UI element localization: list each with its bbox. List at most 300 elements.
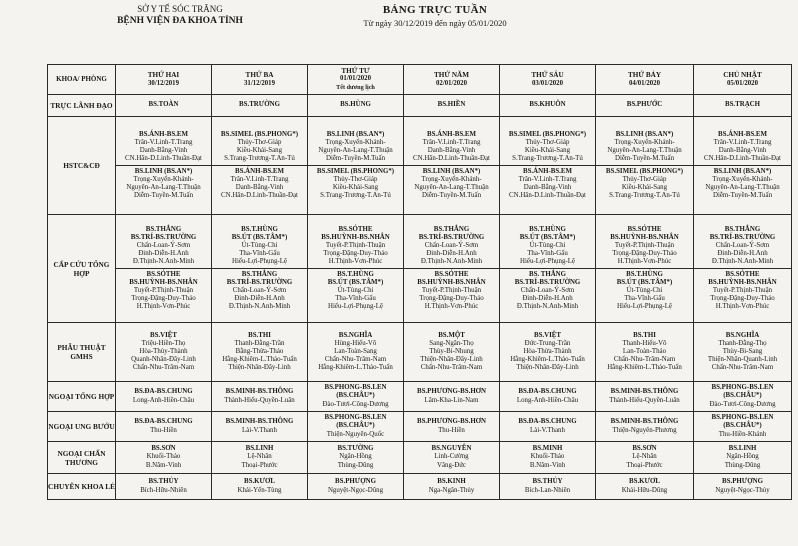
table-row <box>48 412 792 442</box>
staff-names: Trân-V.Linh-T.Trang <box>422 138 481 146</box>
doctor-names: BS.PHONG-BS.LEN <box>324 414 387 422</box>
shift-block <box>212 416 307 436</box>
staff-names: H.Thịnh-Vơn-Phúc <box>715 303 770 311</box>
dept-name: PHẪU THUẬT GMHS <box>48 323 116 382</box>
shift-block <box>500 99 595 111</box>
staff-names: Thanh-Đằng-Thọ <box>718 339 767 347</box>
doctor-names: BS.PHONG-BS.LEN <box>711 414 774 422</box>
staff-names: Trọng-Xuyến-Khánh- <box>325 138 386 146</box>
doctor-names: BS.HÙNG <box>340 101 371 109</box>
staff-names: Trọng-Xuyến-Khánh- <box>421 176 482 184</box>
duty-cell <box>500 323 596 382</box>
shift-block <box>694 165 791 202</box>
shift-block <box>308 330 403 374</box>
duty-cell <box>500 412 596 442</box>
staff-names: B.Năm-Vinh <box>529 461 566 469</box>
staff-names: H.Thịnh-Vơn-Phúc <box>617 257 672 265</box>
staff-names: Long-Anh-Hiền-Châu <box>132 396 195 404</box>
shift-block <box>116 224 211 268</box>
duty-cell <box>212 442 308 474</box>
staff-names: Út-Tùng-Chi <box>626 287 663 295</box>
day-date: 04/01/2020 <box>629 79 660 87</box>
duty-cell <box>212 215 308 323</box>
table-row <box>48 323 792 382</box>
staff-names: Thủy-Thơ-Giáp <box>333 176 378 184</box>
duty-cell <box>116 95 212 117</box>
duty-cell <box>694 117 792 215</box>
staff-names: Diễm-Tuyền-M.Tuấn <box>614 154 675 162</box>
doctor-names: BS.SIMEL (BS.PHONG*) <box>508 130 587 138</box>
duty-cell <box>212 117 308 215</box>
duty-cell <box>694 382 792 412</box>
shift-block <box>596 476 693 496</box>
staff-names: Đức-Trung-Trần <box>524 339 571 347</box>
doctor-names: BS.SÓTHE <box>725 271 760 278</box>
staff-names: Đào-Tươi-Công-Dương <box>709 400 776 408</box>
doctor-names: BS.ÚT (BS.TÂM*) <box>519 233 576 241</box>
duty-cell <box>116 117 212 215</box>
shift-block <box>308 476 403 496</box>
dept-column-header: KHOA/ PHÒNG <box>48 65 116 95</box>
shift-block <box>116 476 211 496</box>
doctor-names: BS.HUỲNH-BS.NHÂN <box>129 279 198 287</box>
duty-cell <box>596 442 694 474</box>
staff-names: Thùy-Bi-Sang <box>722 347 763 355</box>
staff-names: Tha-Vĩnh-Gấu <box>527 249 568 257</box>
doctor-names: BS.VIỆT <box>149 331 177 339</box>
doctor-names: BS.TƯỜNG <box>337 445 374 453</box>
shift-block <box>500 165 595 202</box>
staff-names: Lan-Toàn-Thảo <box>622 347 667 355</box>
doctor-names: BS.THI <box>633 331 656 339</box>
date-range: Từ ngày 30/12/2019 đến ngày 05/01/2020 <box>363 18 507 28</box>
staff-names: Linh-Cường <box>434 453 469 461</box>
duty-cell <box>500 474 596 500</box>
doctor-names: BS.TRÍ-BS.TRƯỜNG <box>709 233 776 241</box>
doctor-names: BS.KƯƠL <box>244 478 275 486</box>
staff-names: Thủy-Thơ-Giáp <box>237 138 282 146</box>
dept-name: HSTC&CĐ <box>48 117 116 215</box>
staff-names: Trọng-Đặng-Duy-Thảo <box>710 295 775 303</box>
doctor-names: BS.HUỲNH-BS.NHÂN <box>708 279 777 287</box>
day-name: THỨ TƯ <box>341 67 370 76</box>
staff-names: Trọng-Đặng-Duy-Thảo <box>419 295 484 303</box>
day-name: THỨ BẢY <box>627 71 662 80</box>
doctor-names: BS.THẮNG <box>724 225 761 233</box>
duty-cell <box>694 442 792 474</box>
shift-block <box>500 476 595 496</box>
shift-block <box>212 268 307 313</box>
duty-cell <box>596 412 694 442</box>
doctor-names: BS.VIỆT <box>533 331 561 339</box>
shift-block <box>404 443 499 471</box>
staff-names: Út-Tùng-Chi <box>241 241 278 249</box>
doctor-names: BS.LINH (BS.AN*) <box>615 130 674 138</box>
staff-names: Tuyết-P.Thịnh-Thuận <box>712 287 773 295</box>
staff-names: Danh-Bằng-Vinh <box>718 146 767 154</box>
staff-names: Út-Tùng-Chi <box>337 287 374 295</box>
staff-names: Tuyết-P.Thịnh-Thuận <box>614 241 675 249</box>
staff-names: CN.Hân-D.Linh-Thuần-Đạt <box>509 192 586 200</box>
doctor-names: BS.THỦY <box>148 478 179 486</box>
staff-names: Nguyệt-Ngọc-Dũng <box>327 486 384 494</box>
doctor-names: BS.ÁNH-BS.EM <box>522 168 572 175</box>
duty-cell <box>596 215 694 323</box>
doctor-names: BS.HIỀN <box>437 101 466 109</box>
staff-names: Thủy-Thơ-Giáp <box>525 138 570 146</box>
doctor-names: BS.SÓTHE <box>146 271 181 278</box>
staff-names: S.Trang-Trương-T.An-Tú <box>320 192 391 200</box>
table-row <box>48 474 792 500</box>
doctor-names: BS.NGUYÊN <box>431 445 472 453</box>
doctor-names: BS.HUỲNH-BS.NHÂN <box>321 233 390 241</box>
document-title-block <box>340 4 530 28</box>
staff-names: Kiều-Khải-Sang <box>332 184 379 192</box>
doctor-names: BS.MINH-BS.THÔNG <box>225 388 294 396</box>
shift-block <box>404 165 499 202</box>
roster-body <box>48 95 792 500</box>
staff-names: Thanh-Đằng-Trần <box>234 339 285 347</box>
duty-cell <box>404 215 500 323</box>
doctor-names: (BS.CHÂU*) <box>336 392 375 400</box>
staff-names: Hòa-Thừa-Thành <box>523 347 572 355</box>
table-row <box>48 95 792 117</box>
duty-cell <box>212 323 308 382</box>
shift-block <box>694 224 791 268</box>
staff-names: Tuyết-P.Thịnh-Thuận <box>133 287 194 295</box>
staff-names: Lài-V.Thanh <box>530 426 565 434</box>
shift-block <box>308 165 403 202</box>
doctor-names: BS.ÚT (BS.TÂM*) <box>231 233 288 241</box>
duty-cell <box>308 215 404 323</box>
staff-names: Danh-Bằng-Vinh <box>523 184 572 192</box>
staff-names: S.Trang-Trương-T.An-Tú <box>609 192 680 200</box>
shift-block <box>116 416 211 436</box>
staff-names: Chấn-Nhu-Trâm-Nam <box>132 364 195 372</box>
shift-block <box>596 330 693 374</box>
staff-names: Danh-Bằng-Vinh <box>235 184 284 192</box>
doctor-names: BS.MINH <box>532 445 563 453</box>
shift-block <box>596 268 693 313</box>
doctor-names: BS.SƠN <box>632 445 657 453</box>
duty-cell <box>116 442 212 474</box>
doctor-names: BS.SIMEL (BS.PHONG*) <box>316 168 395 175</box>
duty-cell <box>500 382 596 412</box>
shift-block <box>308 443 403 471</box>
staff-names: Thu-Hiền <box>438 426 465 434</box>
shift-block <box>308 224 403 268</box>
duty-cell <box>308 95 404 117</box>
duty-cell <box>404 474 500 500</box>
duty-cell <box>116 474 212 500</box>
shift-block <box>500 330 595 374</box>
dept-name: NGOẠI TỔNG HỢP <box>48 382 116 412</box>
duty-cell <box>596 382 694 412</box>
staff-names: CN.Hân-D.Linh-Thuần-Đạt <box>413 154 490 162</box>
staff-names: Thiện-Nguyên-Quốc <box>326 430 385 438</box>
doctor-names: BS.KINH <box>437 478 466 486</box>
doctor-names: BS.PHƯƠNG-BS.HƠN <box>416 418 487 426</box>
doctor-names: BS.TOÀN <box>148 101 179 109</box>
shift-block <box>308 129 403 165</box>
staff-names: Thoại-Phước <box>626 461 663 469</box>
shift-block <box>694 443 791 471</box>
duty-cell <box>596 117 694 215</box>
staff-names: Đinh-Diễn-H.Anh <box>138 249 189 257</box>
duty-cell <box>308 442 404 474</box>
staff-names: Thiện-Nhân-Đây-Linh <box>420 356 483 364</box>
doctor-names: BS.LINH (BS.AN*) <box>422 168 481 175</box>
staff-names: Hằng-Khiêm-L.Thảo-Tuấn <box>607 364 682 372</box>
duty-cell <box>500 215 596 323</box>
duty-cell <box>404 382 500 412</box>
staff-names: Nguyên-An-Lang-T.Thuận <box>414 184 489 192</box>
staff-names: Trọng-Đặng-Duy-Thảo <box>131 295 196 303</box>
staff-names: Thành-Hiếu-Quyền-Luân <box>609 396 680 404</box>
shift-block <box>500 268 595 313</box>
doctor-names: BS.LINH (BS.AN*) <box>134 168 193 175</box>
shift-block <box>596 129 693 165</box>
shift-block <box>116 443 211 471</box>
doctor-names: BS. THẮNG <box>528 271 567 278</box>
shift-block <box>500 224 595 268</box>
day-date: 02/01/2020 <box>436 79 467 87</box>
doctor-names: BS.ĐA-BS.CHUNG <box>134 418 193 426</box>
doctor-names: BS.ÁNH-BS.EM <box>234 168 284 175</box>
staff-names: Thiện-Nhân-Quanh-Linh <box>707 356 778 364</box>
shift-block <box>694 476 791 496</box>
staff-names: Chấn-Nhu-Trâm-Nam <box>613 356 676 364</box>
shift-block <box>694 412 791 440</box>
staff-names: Thùng-Dũng <box>724 461 761 469</box>
shift-block <box>116 268 211 313</box>
doctor-names: BS.MINH-BS.THÔNG <box>610 388 679 396</box>
staff-names: Bằng-Thừa-Thảo <box>235 347 284 355</box>
staff-names: Tuyết-P.Thịnh-Thuận <box>421 287 482 295</box>
staff-names: CN.Hân-D.Linh-Thuần-Đạt <box>221 192 298 200</box>
staff-names: Đ.Thịnh-N.Anh-Minh <box>420 257 483 265</box>
staff-names: Bích-Lan-Nhiên <box>524 486 571 494</box>
staff-names: Khuổi-Thảo <box>146 453 181 461</box>
shift-block <box>694 129 791 165</box>
shift-block <box>212 165 307 202</box>
doctor-names: BS.T.HÙNG <box>241 225 278 233</box>
staff-names: H.Thịnh-Vơn-Phúc <box>136 303 191 311</box>
shift-block <box>212 443 307 471</box>
staff-names: Diễm-Tuyền-M.Tuấn <box>421 192 482 200</box>
doctor-names: BS.TRÍ-BS.TRƯỜNG <box>226 279 293 287</box>
doctor-names: BS.KHUÔN <box>529 101 566 109</box>
day-date: 31/12/2019 <box>244 79 275 87</box>
shift-block <box>212 129 307 165</box>
staff-names: B.Năm-Vinh <box>145 461 182 469</box>
staff-names: Trân-V.Linh-T.Trang <box>230 176 289 184</box>
duty-cell <box>694 95 792 117</box>
staff-names: Nguyên-An-Lang-T.Thuận <box>705 184 780 192</box>
staff-names: S.Trang-Trương-T.An-Tú <box>224 154 295 162</box>
shift-block <box>694 382 791 410</box>
doctor-names: BS.THỦY <box>532 478 563 486</box>
staff-names: Kiều-Khải-Sang <box>524 146 571 154</box>
staff-names: Lâm-Kha-Lin-Nam <box>424 396 479 404</box>
organization-header <box>100 4 260 26</box>
doctor-names: BS.ÁNH-BS.EM <box>426 130 476 138</box>
staff-names: Chấn-Nhu-Trâm-Nam <box>324 356 387 364</box>
staff-names: Thùng-Dũng <box>337 461 374 469</box>
duty-cell <box>694 323 792 382</box>
day-date: 03/01/2020 <box>532 79 563 87</box>
staff-names: Nguyệt-Ngọc-Thủy <box>715 486 770 494</box>
doctor-names: BS.LINH (BS.AN*) <box>326 130 385 138</box>
shift-block <box>116 330 211 374</box>
duty-cell <box>212 95 308 117</box>
doctor-names: BS.PHƯƠNG-BS.HƠN <box>416 388 487 396</box>
duty-cell <box>596 323 694 382</box>
shift-block <box>694 268 791 313</box>
doctor-names: BS.TRÍ-BS.TRƯỜNG <box>514 279 581 287</box>
shift-block <box>404 129 499 165</box>
doctor-names: BS.ÁNH-BS.EM <box>138 130 188 138</box>
staff-names: Thiện-Nguyên-Phương <box>612 426 677 434</box>
shift-block <box>212 224 307 268</box>
shift-block <box>404 330 499 374</box>
doctor-names: BS.ĐA-BS.CHUNG <box>518 388 577 396</box>
duty-cell <box>500 117 596 215</box>
duty-cell <box>404 412 500 442</box>
table-header-row <box>48 65 792 95</box>
staff-names: Hiếu-Lợi-Phụng-Lệ <box>328 303 383 311</box>
shift-block <box>694 330 791 374</box>
doctor-names: (BS.CHÂU*) <box>336 422 375 430</box>
doctor-names: BS.THI <box>248 331 271 339</box>
staff-names: Danh-Bằng-Vinh <box>139 146 188 154</box>
staff-names: Đinh-Diễn-H.Anh <box>426 249 477 257</box>
doctor-names: BS.T.HÙNG <box>626 271 663 278</box>
staff-names: Nguyên-An-Lang-T.Thuận <box>318 146 393 154</box>
day-header-fri <box>500 65 596 95</box>
duty-cell <box>694 474 792 500</box>
staff-names: Ngân-Hồng <box>726 453 759 461</box>
staff-names: Đ.Thịnh-N.Anh-Minh <box>711 257 774 265</box>
staff-names: Trân-V.Linh-T.Trang <box>713 138 772 146</box>
shift-block <box>212 476 307 496</box>
staff-names: Đinh-Diễn-H.Anh <box>522 295 573 303</box>
dept-name: TRỰC LÃNH ĐẠO <box>48 95 116 117</box>
dept-name: CẤP CỨU TỔNG HỢP <box>48 215 116 323</box>
duty-cell <box>308 382 404 412</box>
shift-block <box>116 165 211 202</box>
staff-names: Bích-Hữu-Nhiên <box>140 486 187 494</box>
staff-names: Nga-Ngân-Thủy <box>428 486 475 494</box>
doctor-names: BS.MỘT <box>438 331 465 339</box>
duty-cell <box>308 323 404 382</box>
day-header-sun <box>694 65 792 95</box>
shift-block <box>308 382 403 410</box>
staff-names: Chấn-Loan-Ý-Sơm <box>520 287 575 295</box>
shift-block <box>596 165 693 202</box>
staff-names: Quanh-Nhân-Đây-Linh <box>131 356 196 364</box>
day-name: CHỦ NHẬT <box>723 71 762 80</box>
staff-names: Khải-Hữu-Dũng <box>621 486 668 494</box>
duty-roster-table <box>47 64 792 500</box>
duty-cell <box>212 474 308 500</box>
staff-names: Khuổi-Thảo <box>530 453 565 461</box>
staff-names: Khải-Yến-Tùng <box>237 486 282 494</box>
doctor-names: BS.TRÍ-BS.TRƯỜNG <box>418 233 485 241</box>
document-title: BẢNG TRỰC TUẦN <box>382 4 488 16</box>
day-date: 30/12/2019 <box>148 79 179 87</box>
shift-block <box>308 268 403 313</box>
day-date: 05/01/2020 <box>727 79 758 87</box>
doctor-names: BS.PHONG-BS.LEN <box>324 384 387 392</box>
doctor-names: BS.KƯƠL <box>629 478 660 486</box>
staff-names: Nguyên-An-Lang-T.Thuận <box>126 184 201 192</box>
shift-block <box>212 99 307 111</box>
doctor-names: BS.LINH (BS.AN*) <box>713 168 772 175</box>
staff-names: Thu-Hiền-Khánh <box>718 430 767 438</box>
day-name: THỨ BA <box>245 71 274 80</box>
staff-names: Lệ-Nhân <box>247 453 272 461</box>
staff-names: Út-Tùng-Chi <box>529 241 566 249</box>
staff-names: Đ.Thịnh-N.Anh-Minh <box>516 303 579 311</box>
staff-names: Hằng-Khiêm-L.Thảo-Tuấn <box>222 356 297 364</box>
shift-block <box>116 99 211 111</box>
doctor-names: BS.ĐA-BS.CHUNG <box>518 418 577 426</box>
staff-names: Tha-Vĩnh-Gấu <box>335 295 376 303</box>
doctor-names: (BS.CHÂU*) <box>723 422 762 430</box>
doctor-names: BS.T.HÙNG <box>529 225 566 233</box>
staff-names: Đào-Tươi-Công-Dương <box>322 400 389 408</box>
doctor-names: BS.SIMEL (BS.PHONG*) <box>220 130 299 138</box>
day-date: 01/01/2020 <box>340 75 371 83</box>
shift-block <box>404 386 499 406</box>
staff-names: Đinh-Diễn-H.Anh <box>234 295 285 303</box>
doctor-names: BS.NGHĨA <box>338 331 373 339</box>
staff-names: Trân-V.Linh-T.Trang <box>134 138 193 146</box>
day-name: THỨ SÁU <box>531 71 564 80</box>
staff-names: Đ.Thịnh-N.Anh-Minh <box>228 303 291 311</box>
shift-block <box>212 330 307 374</box>
holiday-note: Tết dương lịch <box>336 83 375 91</box>
doctor-names: BS.HUỲNH-BS.NHÂN <box>417 279 486 287</box>
staff-names: Triệu-Hiền-Thọ <box>141 339 186 347</box>
doctor-names: BS.MINH-BS.THÔNG <box>225 418 294 426</box>
staff-names: Diễm-Tuyền-M.Tuấn <box>133 192 194 200</box>
staff-names: Thiện-Nhân-Đây-Linh <box>228 364 291 372</box>
staff-names: S.Trang-Trương-T.An-Tú <box>512 154 583 162</box>
staff-names: Nguyên-An-Lang-T.Thuận <box>607 146 682 154</box>
staff-names: Ngân-Hồng <box>339 453 372 461</box>
staff-names: CN.Hân-D.Linh-Thuần-Đạt <box>125 154 202 162</box>
staff-names: Vâng-Đức <box>437 461 466 469</box>
shift-block <box>500 129 595 165</box>
staff-names: Thủy-Thơ-Giáp <box>622 176 667 184</box>
duty-cell <box>500 95 596 117</box>
staff-names: Hằng-Khiêm-L.Thảo-Tuấn <box>510 356 585 364</box>
staff-names: Hiếu-Lợi-Phụng-Lệ <box>520 257 575 265</box>
duty-cell <box>116 382 212 412</box>
staff-names: Trọng-Xuyến-Khánh- <box>133 176 194 184</box>
doctor-names: BS.SÓTHE <box>434 271 469 278</box>
staff-names: Danh-Bằng-Vinh <box>427 146 476 154</box>
staff-names: Trọng-Đặng-Duy-Thảo <box>323 249 388 257</box>
staff-names: Lệ-Nhân <box>632 453 657 461</box>
staff-names: Diễm-Tuyền-M.Tuấn <box>325 154 386 162</box>
shift-block <box>404 99 499 111</box>
shift-block <box>404 476 499 496</box>
duty-cell <box>116 412 212 442</box>
doctor-names: BS.TRÍ-BS.TRƯỜNG <box>130 233 197 241</box>
